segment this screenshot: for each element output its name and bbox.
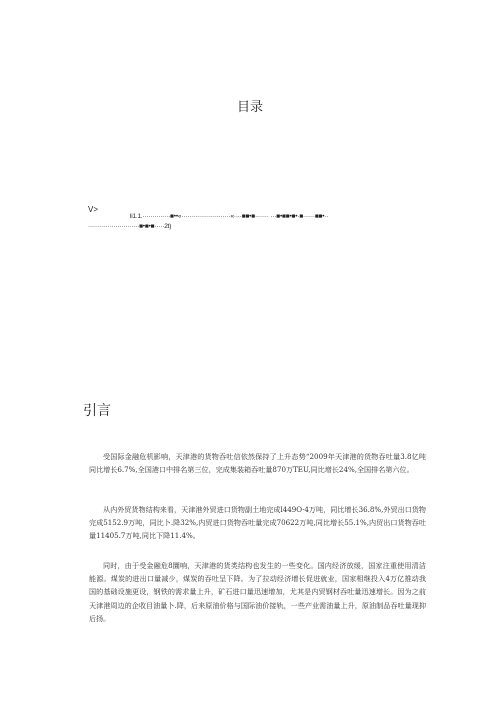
- toc-entry-line-continued: ··························■•■•■·····2t): [88, 223, 172, 230]
- paragraph-throughput: 受国际金融危机影响，天津港的货物吞吐信依然保持了上升态势“2009年天津港的货物吞吐量3.8亿吨同比增长6.7%,全国港口中排名第三位，完成集装箱吞吐量870万TEU,同比增长24%,全国排名第六位。: [89, 452, 426, 475]
- paragraph-cargo-structure: 同时，由于受金融危8圜响，天津港的货类结构也发生的一些变化。国内经济放缓，国家注重使用清洁能源。煤炭的进出口量减少，煤炭的吞吐呈下降。为了拉动经济增长促进就业，国家相继投入4万亿推动我国的基础设施更设，钢铁的需求量上升，矿石进口量迅速增加，尤其是内贸钢材吞吐量迅速增长。因为之前天津港周边的企收目油量卜.降，后来原油价格与国际油价接轨，一些产业需油量上升，原油制品吞吐量现抑后扬。: [89, 561, 426, 623]
- section-heading-intro: 引言: [83, 403, 111, 419]
- toc-marker: V>: [88, 205, 99, 214]
- paragraph-trade-structure: 从内外贸货物结构来看，天津港外贸进口货物副土地完成l449O·4万吨，同比增长36.8%,外贸出口货物完成5152.9万吨，同比卜.降32%,内贸进口货物吞吐量完成70622万吨,同比增长55.1%,内贸出口货物吞吐量11405.7万吨,同比下降11.4%。: [89, 505, 426, 541]
- toc-title: 目录: [236, 100, 263, 115]
- toc-entry-line: li1.1.··············■••«·························«····■■•■······· ···■•■■•■•·■······■■•··: [130, 213, 329, 220]
